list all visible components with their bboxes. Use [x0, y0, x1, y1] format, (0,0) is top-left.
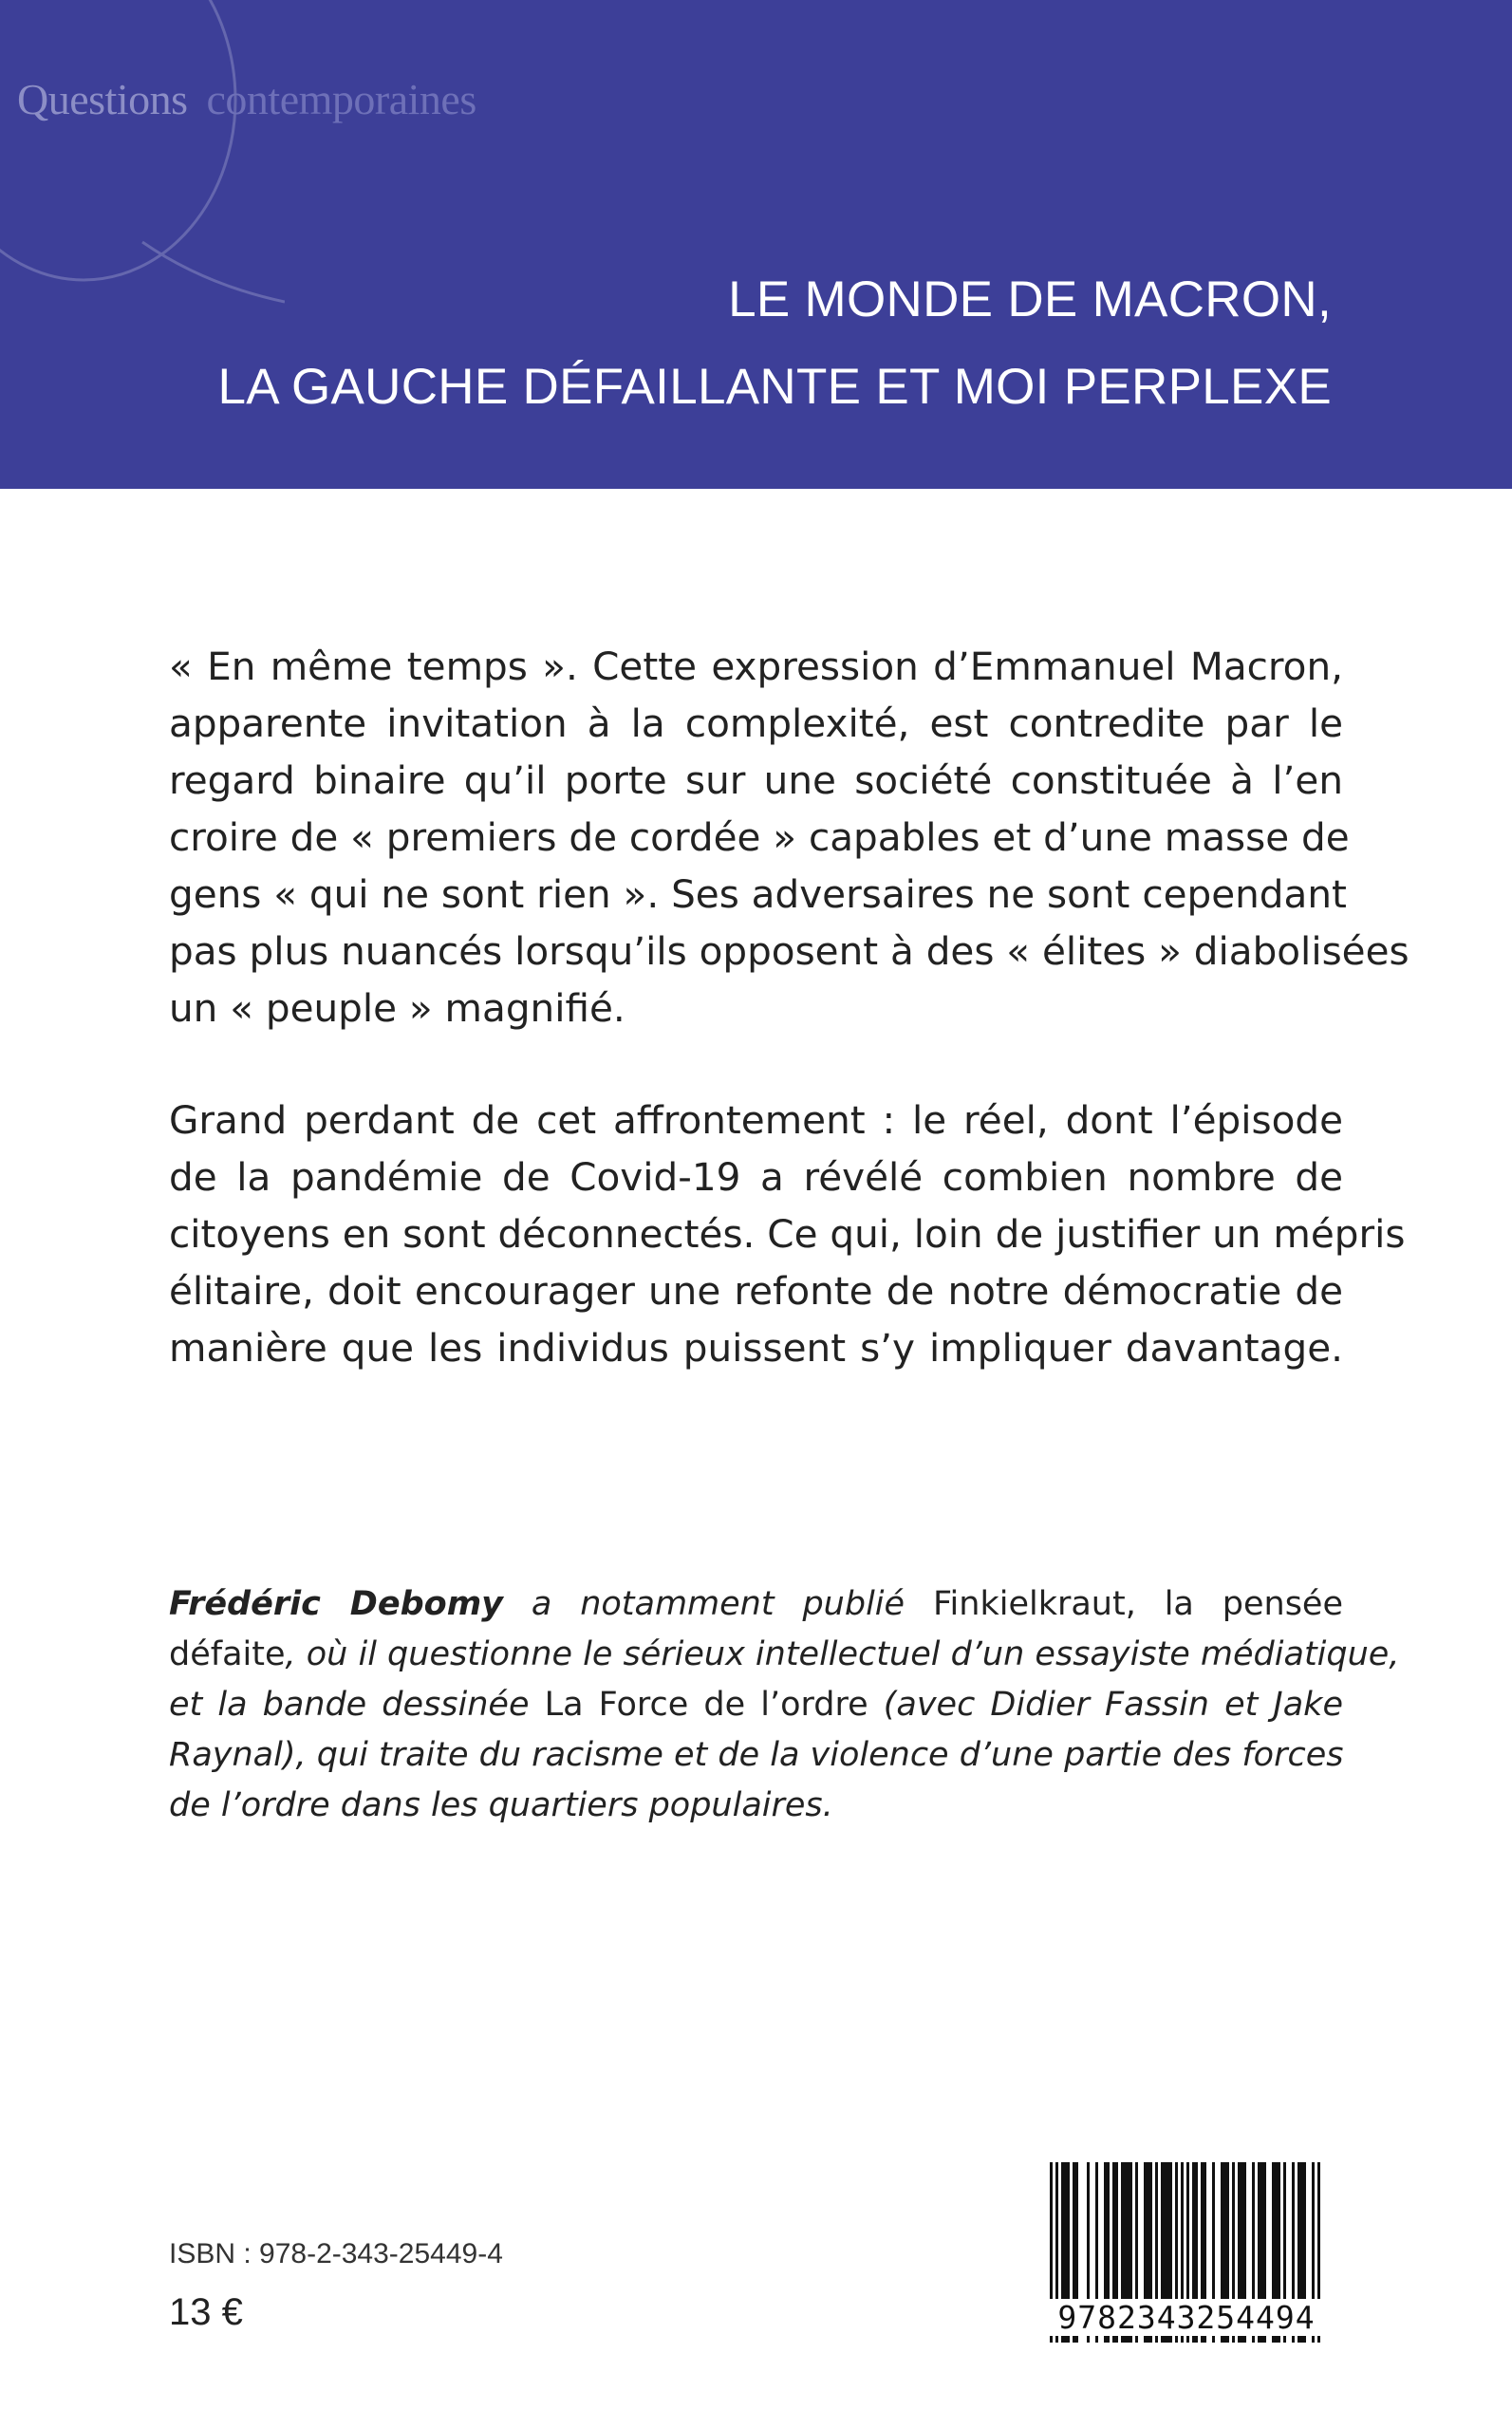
book-title-line-1: LE MONDE DE MACRON,: [728, 271, 1332, 327]
book-title: [217, 256, 1332, 431]
blurb-line: de la pandémie de Covid-19 a révélé combien nombre de: [169, 1154, 1343, 1200]
author-bio: [169, 1579, 1400, 1831]
barcode: [1042, 2160, 1327, 2350]
bio-text: , où il questionne le sérieux intellectuel d’un essayiste médiatique,: [285, 1635, 1400, 1673]
blurb-paragraph-1: [169, 638, 1409, 1036]
bio-line-4: Raynal), qui traite du racisme et de la violence d’une partie des forces: [169, 1736, 1344, 1774]
series-name: [17, 74, 476, 124]
book-title-reference: défaite: [169, 1635, 286, 1673]
bio-text: et la bande dessinée: [169, 1686, 545, 1724]
book-title-reference: La Force de l’ordre: [544, 1686, 868, 1724]
series-word-questions: Questions: [17, 75, 188, 123]
blurb-line: Grand perdant de cet affrontement : le réel, dont l’épisode: [169, 1097, 1343, 1143]
cover-header-band: [0, 0, 1512, 489]
blurb-line: croire de « premiers de cordée » capables et d’une masse de: [169, 814, 1350, 860]
bio-line-2: [169, 1630, 1400, 1680]
series-word-contemporaines: contemporaines: [206, 75, 476, 123]
blurb-line: manière que les individus puissent s’y impliquer davantage.: [169, 1325, 1343, 1371]
blurb-line: regard binaire qu’il porte sur une société constituée à l’en: [169, 757, 1343, 803]
blurb-paragraph-2: [169, 1092, 1406, 1376]
bio-line-1: [169, 1579, 1343, 1630]
price-label: 13 €: [169, 2291, 243, 2333]
bio-text: a notamment publié: [502, 1585, 933, 1623]
blurb-line: « En même temps ». Cette expression d’Emmanuel Macron,: [169, 644, 1343, 689]
blurb-line: élitaire, doit encourager une refonte de notre démocratie de: [169, 1268, 1343, 1314]
blurb-line: citoyens en sont déconnectés. Ce qui, loin de justifier un mépris: [169, 1211, 1406, 1257]
barcode-digits: 9782343254494: [1046, 2299, 1327, 2336]
bio-line-5: de l’ordre dans les quartiers populaires.: [169, 1786, 833, 1824]
book-title-reference: Finkielkraut, la pensée: [932, 1585, 1343, 1623]
blurb-line: pas plus nuancés lorsqu’ils opposent à des « élites » diabolisées: [169, 928, 1409, 974]
isbn-label: ISBN : 978-2-343-25449-4: [169, 2238, 503, 2269]
author-name: Frédéric Debomy: [169, 1585, 503, 1623]
book-title-line-2: LA GAUCHE DÉFAILLANTE ET MOI PERPLEXE: [217, 359, 1332, 415]
blurb-line: un « peuple » magnifié.: [169, 985, 625, 1031]
bio-line-3: [169, 1680, 1343, 1730]
blurb-line: apparente invitation à la complexité, est contredite par le: [169, 700, 1343, 746]
blurb-line: gens « qui ne sont rien ». Ses adversaires ne sont cependant: [169, 871, 1347, 917]
bio-text: (avec Didier Fassin et Jake: [868, 1686, 1343, 1724]
